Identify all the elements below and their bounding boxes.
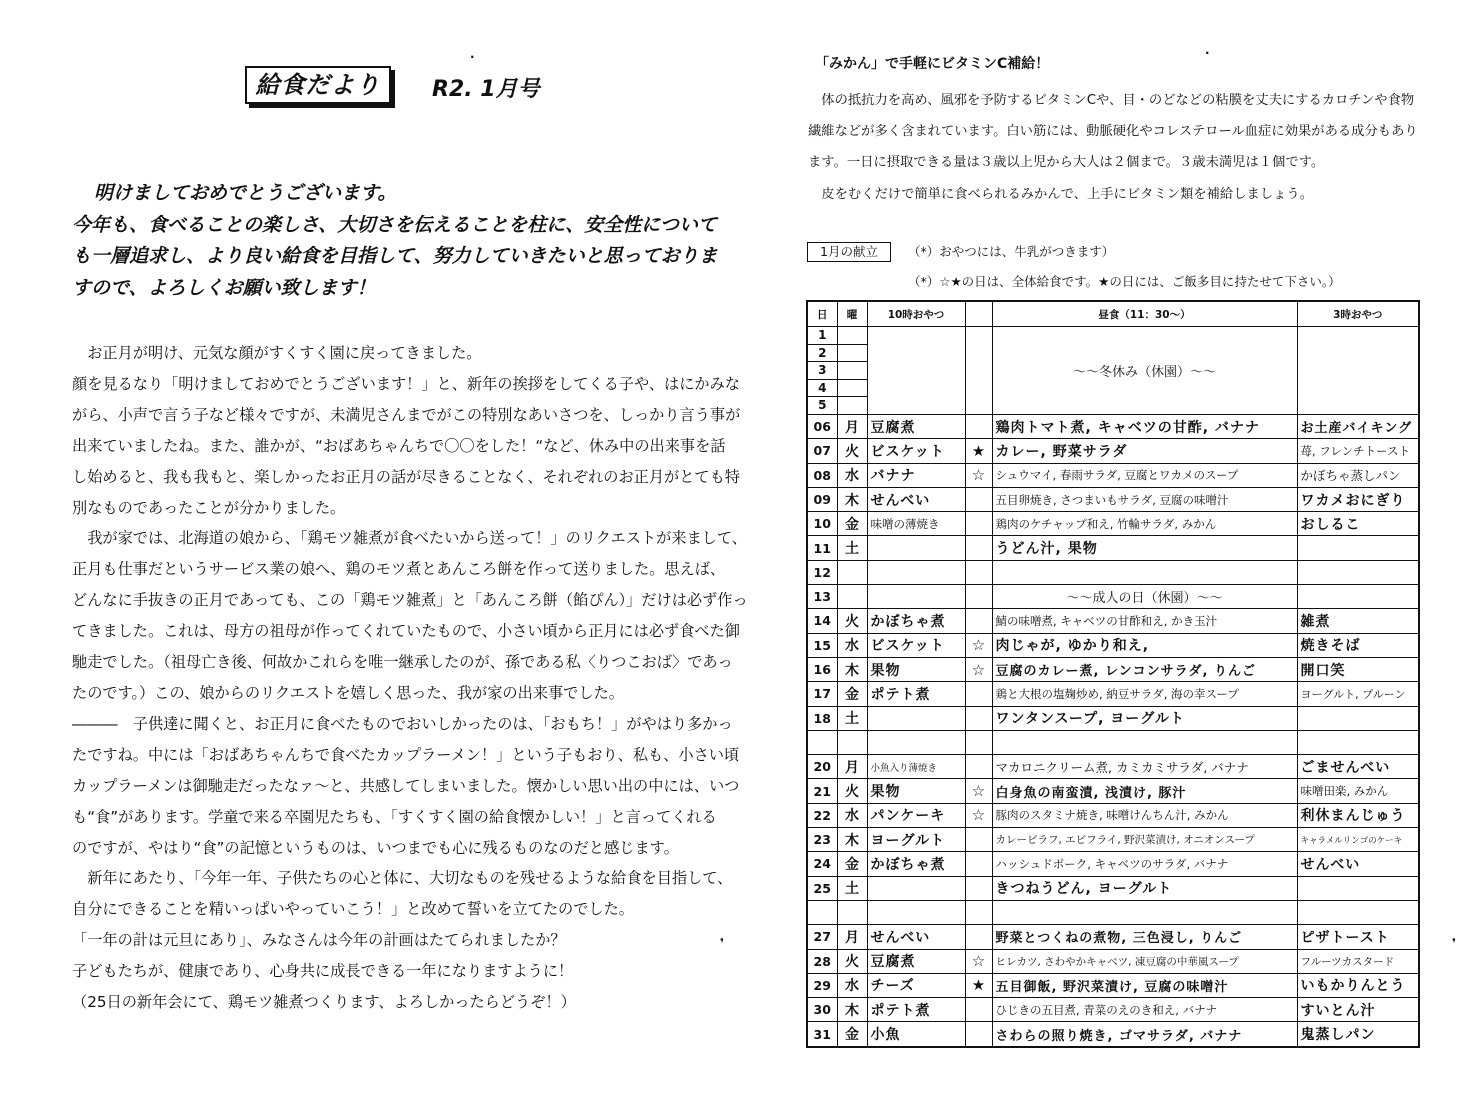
lunch-cell: さわらの照り焼き, ゴマサラダ, バナナ xyxy=(992,1022,1297,1047)
header-lunch: 昼食（11：30〜） xyxy=(992,301,1297,327)
essay-line: ――― 子供達に聞くと、お正月に食べたものでおいしかったのは、「おもち！」がやはり多かっ xyxy=(72,714,733,733)
winter-weekday-cells xyxy=(837,327,867,415)
day-cell: 15 xyxy=(807,633,837,657)
menu-row-blank xyxy=(807,730,1419,754)
weekday-cell: 木 xyxy=(837,998,867,1022)
mark-cell xyxy=(965,682,992,706)
essay-line: 顔を見るなり「明けましておめでとうございます！」と、新年の挨拶をしてくる子や、はにかみな xyxy=(72,374,740,393)
lunch-cell: 肉じゃが, ゆかり和え, xyxy=(992,633,1297,657)
weekday-cell: 金 xyxy=(837,1022,867,1047)
essay-line: どんなに手抜きの正月であっても、この「鶏モツ雑煮」と「あんころ餅（餡ぴん）」だけは必ず作っ xyxy=(72,591,748,610)
winter-snack10 xyxy=(867,327,965,415)
mark-cell xyxy=(965,414,992,438)
header-snack3: 3時おやつ xyxy=(1297,301,1419,327)
mikan-line: 体の抵抗力を高め、風邪を予防するビタミンCや、目・のどなどの粘膜を丈夫にするカロチンや食物 xyxy=(808,93,1415,108)
lunch-cell: 五目御飯, 野沢菜漬け, 豆腐の味噌汁 xyxy=(992,973,1297,997)
weekday-cell: 火 xyxy=(837,439,867,463)
mark-cell xyxy=(965,730,992,754)
snack3-cell: 焼きそば xyxy=(1297,633,1419,657)
weekday-cell: 月 xyxy=(837,925,867,949)
snack10-cell: 小魚入り薄焼き xyxy=(867,755,965,779)
menu-header-row xyxy=(807,301,1419,327)
menu-row xyxy=(807,755,1419,779)
menu-row xyxy=(807,852,1419,876)
day-cell xyxy=(807,730,837,754)
scan-speck: ❜ xyxy=(1452,936,1457,950)
menu-row xyxy=(807,925,1419,949)
day-cell: 12 xyxy=(807,560,837,584)
snack3-cell: かぼちゃ蒸しパン xyxy=(1297,463,1419,487)
menu-row xyxy=(807,657,1419,681)
weekday-cell xyxy=(837,900,867,924)
menu-row xyxy=(807,1022,1419,1047)
weekday-cell: 木 xyxy=(837,657,867,681)
mark-cell: ☆ xyxy=(965,463,992,487)
mark-cell xyxy=(965,512,992,536)
lunch-cell: 豆腐のカレー煮, レンコンサラダ, りんご xyxy=(992,657,1297,681)
weekday-cell xyxy=(837,730,867,754)
essay-line: たのです。）この、娘からのリクエストを嬉しく思った、我が家の出来事でした。 xyxy=(72,683,624,702)
snack10-cell: ポテト煮 xyxy=(867,998,965,1022)
snack10-cell: 果物 xyxy=(867,657,965,681)
greeting-line: すので、よろしくお願い致します！ xyxy=(72,276,376,299)
day-cell: 06 xyxy=(807,414,837,438)
essay-line: 我が家では、北海道の娘から、「鶏モツ雑煮が食べたいから送って！」のリクエストが来まして、 xyxy=(72,529,747,548)
day-number: 5 xyxy=(818,398,827,413)
menu-row xyxy=(807,973,1419,997)
essay-line: 別なものであったことが分かりました。 xyxy=(72,498,346,517)
day-cell: 11 xyxy=(807,536,837,560)
snack10-cell xyxy=(867,560,965,584)
snack3-cell: 味噌田楽, みかん xyxy=(1297,779,1419,803)
day-cell: 22 xyxy=(807,803,837,827)
weekday-cell: 土 xyxy=(837,706,867,730)
snack3-cell: ピザトースト xyxy=(1297,925,1419,949)
mark-cell xyxy=(965,487,992,511)
mark-cell xyxy=(965,609,992,633)
day-cell: 16 xyxy=(807,657,837,681)
mark-cell: ★ xyxy=(965,973,992,997)
essay-line: カップラーメンは御馳走だったなァ～と、共感してしまいました。懐かしい思い出の中には、いつ xyxy=(72,776,740,795)
mark-cell: ★ xyxy=(965,439,992,463)
mark-cell xyxy=(965,828,992,852)
essay-line: たですね。中には「おばあちゃんちで食べたカップラーメン！」という子もおり、私も、小さい頃 xyxy=(72,745,740,764)
essay-line: 自分にできることを精いっぱいやっていこう！」と改めて誓いを立てたのでした。 xyxy=(72,900,634,919)
lunch-cell: シュウマイ, 春雨サラダ, 豆腐とワカメのスープ xyxy=(992,463,1297,487)
day-cell: 27 xyxy=(807,925,837,949)
menu-table xyxy=(806,300,1420,1048)
menu-row xyxy=(807,633,1419,657)
snack10-cell: ビスケット xyxy=(867,633,965,657)
mark-cell xyxy=(965,900,992,924)
day-cell: 23 xyxy=(807,828,837,852)
snack10-cell: ビスケット xyxy=(867,439,965,463)
lunch-cell: ヒレカツ, さわやかキャベツ, 凍豆腐の中華風スープ xyxy=(992,949,1297,973)
snack3-cell xyxy=(1297,560,1419,584)
essay-line: 「一年の計は元旦にあり」、みなさんは今年の計画はたてられましたか？ xyxy=(72,931,566,950)
snack3-cell: 雑煮 xyxy=(1297,609,1419,633)
essay-line: （25日の新年会にて、鶏モツ雑煮つくります、よろしかったらどうぞ！） xyxy=(72,993,576,1012)
snack10-cell: せんべい xyxy=(867,925,965,949)
day-cell: 31 xyxy=(807,1022,837,1047)
lunch-cell: 豚肉のスタミナ焼き, 味噌けんちん汁, みかん xyxy=(992,803,1297,827)
winter-day-numbers xyxy=(807,327,837,415)
snack3-cell xyxy=(1297,876,1419,900)
mark-cell xyxy=(965,755,992,779)
snack3-cell: ワカメおにぎり xyxy=(1297,487,1419,511)
snack3-cell: キャラメルリンゴのケーキ xyxy=(1297,828,1419,852)
essay-line: 正月も仕事だというサービス業の娘へ、鶏のモツ煮とあんころ餅を作って送りました。思えば、 xyxy=(72,560,726,579)
day-cell: 18 xyxy=(807,706,837,730)
lunch-cell xyxy=(992,560,1297,584)
menu-row xyxy=(807,439,1419,463)
menu-row xyxy=(807,803,1419,827)
menu-row-winter-holiday xyxy=(807,327,1419,415)
menu-row xyxy=(807,706,1419,730)
lunch-cell: マカロニクリーム煮, カミカミサラダ, バナナ xyxy=(992,755,1297,779)
weekday-cell: 月 xyxy=(837,755,867,779)
lunch-cell: ハッシュドポーク, キャベツのサラダ, バナナ xyxy=(992,852,1297,876)
lunch-cell: うどん汁, 果物 xyxy=(992,536,1297,560)
snack10-cell: チーズ xyxy=(867,973,965,997)
snack3-cell xyxy=(1297,536,1419,560)
mark-cell xyxy=(965,560,992,584)
new-year-greeting xyxy=(72,178,722,304)
scan-speck: · xyxy=(1205,46,1210,60)
weekday-cell: 木 xyxy=(837,828,867,852)
snack3-cell xyxy=(1297,585,1419,609)
weekday-cell: 水 xyxy=(837,973,867,997)
weekday-cell: 木 xyxy=(837,487,867,511)
mikan-heading: 「みかん」で手軽にビタミンC補給！ xyxy=(815,56,1050,72)
weekday-cell: 水 xyxy=(837,803,867,827)
snack10-cell: ポテト煮 xyxy=(867,682,965,706)
menu-row xyxy=(807,512,1419,536)
snack3-cell: 鬼蒸しパン xyxy=(1297,1022,1419,1047)
menu-row xyxy=(807,487,1419,511)
day-cell: 14 xyxy=(807,609,837,633)
snack10-cell: パンケーキ xyxy=(867,803,965,827)
snack3-cell: 利休まんじゅう xyxy=(1297,803,1419,827)
mikan-article xyxy=(808,85,1458,210)
lunch-cell: カレーピラフ, エビフライ, 野沢菜漬け, オニオンスープ xyxy=(992,828,1297,852)
day-cell: 25 xyxy=(807,876,837,900)
essay-line: 出来ていましたね。また、誰かが、“おばあちゃんちで〇〇をした！“など、休み中の出来事を話 xyxy=(72,436,726,455)
mark-cell xyxy=(965,706,992,730)
winter-snack3 xyxy=(1297,327,1419,415)
lunch-cell xyxy=(992,900,1297,924)
header-mark xyxy=(965,301,992,327)
day-number: 4 xyxy=(808,380,837,398)
essay-line: のですが、やはり“食”の記憶というものは、いつまでも心に残るものなのだと感じます。 xyxy=(72,838,679,857)
mark-cell xyxy=(965,925,992,949)
header-snack10: 10時おやつ xyxy=(867,301,965,327)
weekday-cell: 金 xyxy=(837,852,867,876)
essay-body xyxy=(72,338,748,1018)
menu-row xyxy=(807,463,1419,487)
snack3-cell: すいとん汁 xyxy=(1297,998,1419,1022)
coming-of-age-holiday-label: ～～成人の日（休園）～～ xyxy=(992,585,1297,609)
weekday-cell: 水 xyxy=(837,463,867,487)
day-number: 3 xyxy=(808,362,837,380)
scan-speck: · xyxy=(470,50,475,64)
greeting-line: 明けましておめでとうございます。 xyxy=(94,182,397,204)
snack10-cell xyxy=(867,706,965,730)
lunch-cell: 野菜とつくねの煮物, 三色浸し, りんご xyxy=(992,925,1297,949)
essay-line: し始めると、我も我もと、楽しかったお正月の話が尽きることなく、それぞれのお正月がとても特 xyxy=(72,467,740,486)
day-cell: 09 xyxy=(807,487,837,511)
day-cell: 08 xyxy=(807,463,837,487)
header-weekday: 曜 xyxy=(837,301,867,327)
mark-cell: ☆ xyxy=(965,949,992,973)
menu-row-holiday-13 xyxy=(807,585,1419,609)
menu-note-milk: （*）おやつには、牛乳がつきます） xyxy=(908,244,1115,259)
scan-speck: ❜ xyxy=(720,936,725,950)
day-cell: 07 xyxy=(807,439,837,463)
essay-line: がら、小声で言う子など様々ですが、未満児さんまでがこの特別なあいさつを、しっかり言う事が xyxy=(72,405,741,424)
menu-row xyxy=(807,949,1419,973)
day-cell: 30 xyxy=(807,998,837,1022)
essay-line: 子どもたちが、健康であり、心身共に成長できる一年になりますように！ xyxy=(72,962,574,981)
lunch-cell: 鯖の味噌煮, キャベツの甘酢和え, かき玉汁 xyxy=(992,609,1297,633)
mark-cell xyxy=(965,876,992,900)
weekday-cell: 月 xyxy=(837,414,867,438)
menu-row xyxy=(807,560,1419,584)
essay-line: お正月が明け、元気な顔がすくすく園に戻ってきました。 xyxy=(72,344,482,362)
snack3-cell: ごませんべい xyxy=(1297,755,1419,779)
snack10-cell xyxy=(867,876,965,900)
snack10-cell xyxy=(867,900,965,924)
weekday-cell xyxy=(837,560,867,584)
weekday-cell: 金 xyxy=(837,512,867,536)
mikan-line: 皮をむくだけで簡単に食べられるみかんで、上手にビタミン類を補給しましょう。 xyxy=(808,186,1314,202)
snack3-cell xyxy=(1297,900,1419,924)
mark-cell xyxy=(965,585,992,609)
mark-cell xyxy=(965,536,992,560)
snack10-cell: 豆腐煮 xyxy=(867,414,965,438)
weekday-cell: 土 xyxy=(837,536,867,560)
snack3-cell: おしるこ xyxy=(1297,512,1419,536)
essay-line: 馳走でした。（祖母亡き後、何故かこれらを唯一継承したのが、孫である私〈りつこおば〉であっ xyxy=(72,653,733,672)
mikan-line: ます。一日に摂取できる量は３歳以上児から大人は２個まで。３歳未満児は１個です。 xyxy=(808,155,1325,171)
menu-row xyxy=(807,828,1419,852)
lunch-cell: ひじきの五目煮, 青菜のえのき和え, バナナ xyxy=(992,998,1297,1022)
lunch-cell: 五目卵焼き, さつまいもサラダ, 豆腐の味噌汁 xyxy=(992,487,1297,511)
menu-row xyxy=(807,414,1419,438)
essay-line: 新年にあたり、「今年一年、子供たちの心と体に、大切なものを残せるような給食を目指して、 xyxy=(72,869,733,888)
menu-row xyxy=(807,779,1419,803)
essay-line: も“食”があります。学童で来る卒園児たちも、「すくすく園の給食懐かしい！」と言ってくれる xyxy=(72,807,717,826)
snack3-cell: せんべい xyxy=(1297,852,1419,876)
day-number: 2 xyxy=(808,345,837,363)
snack10-cell: バナナ xyxy=(867,463,965,487)
winter-mark xyxy=(965,327,992,415)
mikan-line: 繊維などが多く含まれています。白い筋には、動脈硬化やコレステロール血症に効果がある成分もあり xyxy=(808,124,1418,140)
lunch-cell: 鶏肉のケチャップ和え, 竹輪サラダ, みかん xyxy=(992,512,1297,536)
snack10-cell: 豆腐煮 xyxy=(867,949,965,973)
snack3-cell xyxy=(1297,706,1419,730)
weekday-cell: 火 xyxy=(837,949,867,973)
menu-row xyxy=(807,536,1419,560)
snack10-cell xyxy=(867,730,965,754)
menu-row xyxy=(807,682,1419,706)
day-number: 1 xyxy=(808,327,837,345)
day-cell: 29 xyxy=(807,973,837,997)
header-day: 日 xyxy=(807,301,837,327)
menu-note-stars: （*）☆★の日は、全体給食です。★の日には、ご飯多目に持たせて下さい。） xyxy=(908,274,1341,289)
mark-cell: ☆ xyxy=(965,803,992,827)
snack10-cell: せんべい xyxy=(867,487,965,511)
mark-cell: ☆ xyxy=(965,633,992,657)
snack10-cell: かぼちゃ煮 xyxy=(867,609,965,633)
mark-cell xyxy=(965,852,992,876)
snack10-cell: かぼちゃ煮 xyxy=(867,852,965,876)
newsletter-title: 給食だより xyxy=(245,66,391,104)
weekday-cell: 火 xyxy=(837,779,867,803)
weekday-cell: 水 xyxy=(837,633,867,657)
greeting-line: も一層追求し、より良い給食を目指して、努力していきたいと思っておりま xyxy=(72,245,718,267)
day-cell: 21 xyxy=(807,779,837,803)
snack3-cell: いもかりんとう xyxy=(1297,973,1419,997)
menu-row-blank xyxy=(807,900,1419,924)
snack10-cell: 小魚 xyxy=(867,1022,965,1047)
mark-cell: ☆ xyxy=(965,657,992,681)
mark-cell xyxy=(965,1022,992,1047)
weekday-cell: 土 xyxy=(837,876,867,900)
snack3-cell: 開口笑 xyxy=(1297,657,1419,681)
lunch-cell xyxy=(992,730,1297,754)
weekday-cell xyxy=(837,585,867,609)
day-cell: 13 xyxy=(807,585,837,609)
lunch-cell: 鶏と大根の塩麹炒め, 納豆サラダ, 海の幸スープ xyxy=(992,682,1297,706)
lunch-cell: 鶏肉トマト煮, キャベツの甘酢, バナナ xyxy=(992,414,1297,438)
day-cell: 28 xyxy=(807,949,837,973)
day-cell: 20 xyxy=(807,755,837,779)
greeting-line: 今年も、食べることの楽しさ、大切さを伝えることを柱に、安全性について xyxy=(72,213,717,236)
mark-cell: ☆ xyxy=(965,779,992,803)
snack10-cell: 果物 xyxy=(867,779,965,803)
mark-cell xyxy=(965,998,992,1022)
snack3-cell: ヨーグルト, プルーン xyxy=(1297,682,1419,706)
lunch-cell: カレー, 野菜サラダ xyxy=(992,439,1297,463)
menu-row xyxy=(807,876,1419,900)
snack3-cell: お土産バイキング xyxy=(1297,414,1419,438)
menu-row xyxy=(807,609,1419,633)
snack3-cell: 苺, フレンチトースト xyxy=(1297,439,1419,463)
snack10-cell xyxy=(867,585,965,609)
snack10-cell xyxy=(867,536,965,560)
day-cell: 17 xyxy=(807,682,837,706)
day-cell: 24 xyxy=(807,852,837,876)
essay-line: てきました。これは、母方の祖母が作ってくれていたもので、小さい頃から正月には必ず食べた御 xyxy=(72,622,740,641)
menu-section-label: 1月の献立 xyxy=(807,242,891,262)
issue-label: R2. 1月号 xyxy=(432,77,540,102)
snack10-cell: ヨーグルト xyxy=(867,828,965,852)
lunch-cell: きつねうどん, ヨーグルト xyxy=(992,876,1297,900)
lunch-cell: ワンタンスープ, ヨーグルト xyxy=(992,706,1297,730)
snack10-cell: 味噌の薄焼き xyxy=(867,512,965,536)
snack3-cell xyxy=(1297,730,1419,754)
weekday-cell: 火 xyxy=(837,609,867,633)
winter-holiday-label: ～～冬休み（休園）～～ xyxy=(992,327,1297,415)
snack3-cell: フルーツカスタード xyxy=(1297,949,1419,973)
menu-row xyxy=(807,998,1419,1022)
weekday-cell: 金 xyxy=(837,682,867,706)
day-cell: 10 xyxy=(807,512,837,536)
day-cell xyxy=(807,900,837,924)
lunch-cell: 白身魚の南蛮漬, 浅漬け, 豚汁 xyxy=(992,779,1297,803)
